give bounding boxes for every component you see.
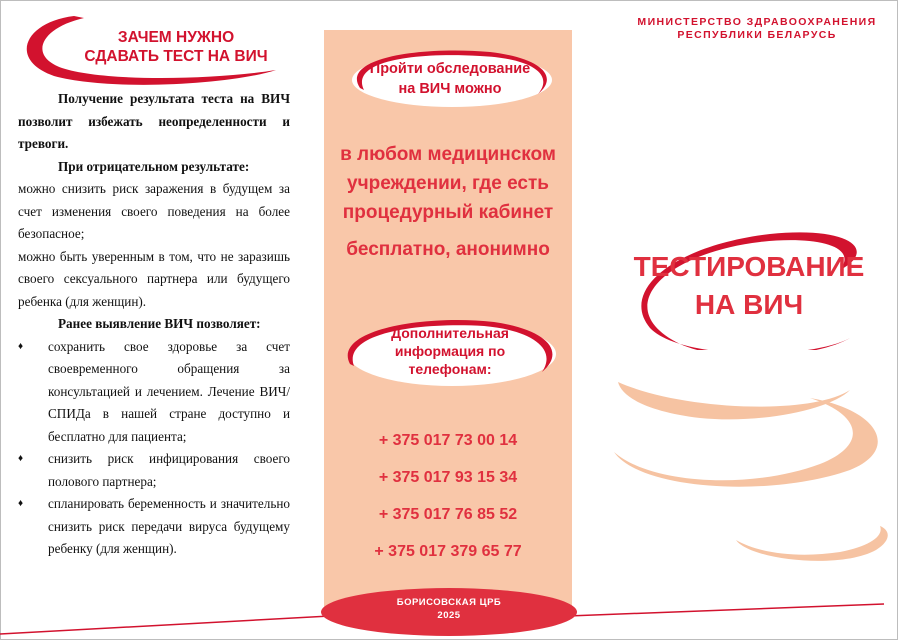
info-text: Дополнительная информация по телефонам: (391, 325, 509, 377)
left-title-block (14, 10, 282, 88)
diamond-bullet-icon: ♦ (18, 498, 24, 509)
ministry-header: МИНИСТЕРСТВО ЗДРАВООХРАНЕНИЯ РЕСПУБЛИКИ БЕЛАРУСЬ (637, 16, 877, 41)
early-detection-heading: Ранее выявление ВИЧ позволяет: (58, 316, 261, 331)
list-item: ♦ спланировать беременность и значительно снизить риск передачи вируса будущему ребенку (для женщин). (18, 493, 290, 561)
phone-number[interactable]: + 375 017 379 65 77 (374, 543, 522, 560)
negative-heading: При отрицательном результате: (58, 158, 250, 174)
intro-text: Получение результата теста на ВИЧ позволит избежать неопределенности и тревоги. (18, 91, 290, 151)
negative-paragraph-1: можно снизить риск заражения в будущем за счет изменения своего поведения на более безопасное; (18, 181, 290, 241)
negative-paragraph-2: можно быть уверенным в том, что не заразишь своего сексуального партнера или будущего ребенка (для женщин). (18, 248, 290, 309)
place-text: в любом медицинском учреждении, где есть процедурный кабинет (340, 144, 556, 223)
footer-year: 2025 (437, 610, 461, 621)
list-item: ♦ снизить риск инфицирования своего полового партнера; (18, 448, 290, 493)
left-title: ЗАЧЕМ НУЖНО СДАВАТЬ ТЕСТ НА ВИЧ (84, 29, 268, 65)
diamond-bullet-icon: ♦ (18, 453, 24, 464)
footer-badge (318, 586, 580, 642)
diamond-bullet-icon: ♦ (18, 340, 24, 352)
cover-title: ТЕСТИРОВАНИЕ НА ВИЧ (633, 251, 865, 320)
cover-title-block (620, 244, 878, 374)
benefits-list (18, 336, 290, 561)
where-oval (340, 48, 560, 112)
left-column (18, 88, 290, 561)
phone-number[interactable]: + 375 017 76 85 52 (378, 506, 518, 523)
free-anonymous-text: бесплатно, анонимно (346, 239, 550, 260)
phone-number[interactable]: + 375 017 73 00 14 (378, 432, 518, 449)
peach-swirl-decoration (600, 380, 896, 590)
info-oval (334, 316, 566, 392)
list-item: ♦ сохранить свое здоровье за счет своевременного обращения за консультацией и лечением. Лечение ВИЧ/СПИДа в нашей стране доступно и бесплатно для пациента; (18, 336, 290, 449)
where-text: Пройти обследование на ВИЧ можно (369, 61, 531, 97)
phone-number[interactable]: + 375 017 93 15 34 (378, 469, 518, 486)
phone-list (324, 422, 572, 570)
footer-org: БОРИСОВСКАЯ ЦРБ (396, 597, 502, 608)
